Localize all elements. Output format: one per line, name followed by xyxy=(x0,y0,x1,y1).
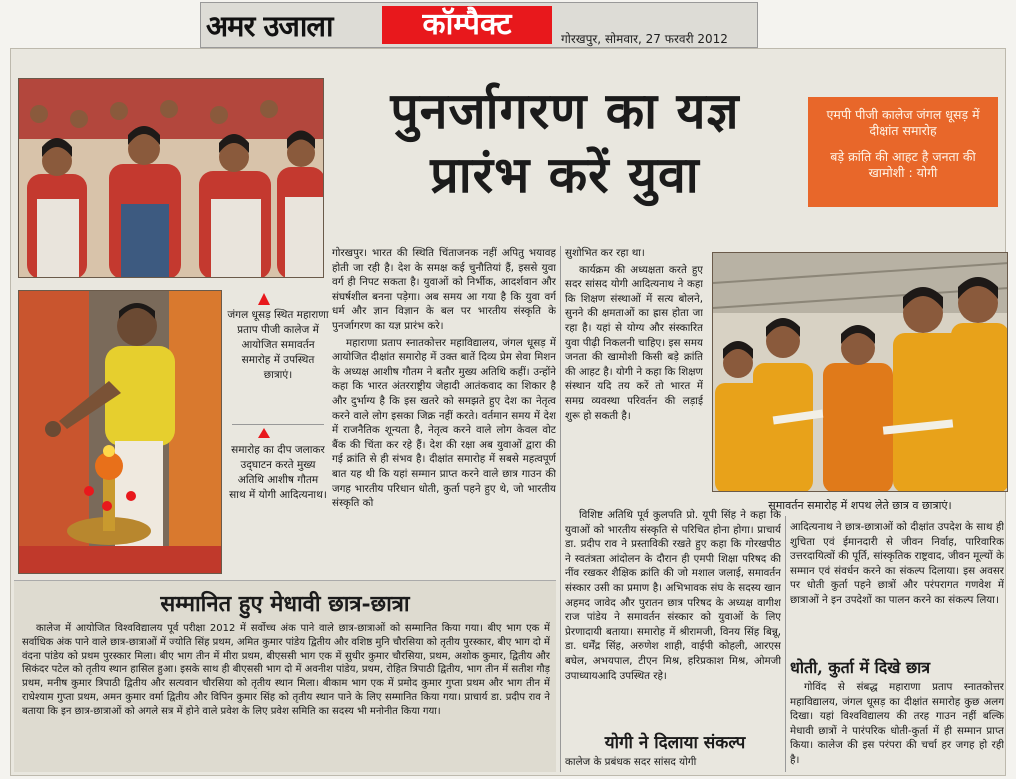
highlight-line2: बड़े क्रांति की आहट है जनता की खामोशी : योगी xyxy=(830,149,976,180)
photo-seated-students xyxy=(18,78,324,278)
article-column-2 xyxy=(565,246,703,508)
article-paragraph: सुशोभित कर रहा था। xyxy=(565,247,645,259)
column-divider xyxy=(560,246,561,772)
article-column-3 xyxy=(790,520,1004,648)
article-column-2-continued xyxy=(565,508,781,726)
headline-line2: प्रारंभ करें युवा xyxy=(430,145,700,204)
caption-marker-icon xyxy=(258,428,270,438)
article-paragraph: महाराणा प्रताप स्नातकोत्तर महाविद्यालय, जंगल धूसड़ में आयोजित दीक्षांत समारोह में उक्त बातें दिव्य प्रेम सेवा मिशन के अध्यक्ष आशीष गौतम ने बतौर मुख्य अतिथि कहीं। उन्होंने कहा कि भारत अंतरराष्ट्रीय जेहादी आतंकवाद का शिकार है और दुर्भाग्य है कि इस खतरे को समझते हुए देश का नेतृत्व करने वाले लोग इसका जिक्र नहीं करते। वर्तमान समय में देश में राजनैतिक शून्यता है, नेतृत्व करने वाले लोग केवल वोट बैंक की चिंता कर रहे हैं। देश की रक्षा अब युवाओं द्वारा की गई क्रांति से ही संभव है। दीक्षांत समारोह में सबसे महत्वपूर्ण बात यह थी कि यहां सम्मान प्राप्त करने वाले छात्र गाउन की जगह भारतीय परिधान धोती, कुर्ता पहने हुए थे, जो भारतीय संस्कृति को xyxy=(332,336,556,510)
article-paragraph: विशिष्ट अतिथि पूर्व कुलपति प्रो. यूपी सिंह ने कहा कि युवाओं को भारतीय संस्कृति से परिचित होना होगा। प्राचार्य डा. प्रदीप राव ने प्रस्ताविकी रखते हुए कहा कि गोरखपीठ ने स्वतंत्रता आंदोलन के दौरान ही एमपी शिक्षा परिषद की नींव रखकर शैक्षिक क्रांति की जो मशाल जलाई, समावर्तन संस्कार उसी का प्रमाण है। अभिभावक संघ के सदस्य खान अहमद जावेद और पुरातन छात्र परिषद के अध्यक्ष वागीश राज पांडेय ने समावर्तन संस्कार को युवाओं के लिए प्रेरणादायी बताया। समारोह में श्रीरामजी, विनय सिंह बिन्नू, डा. धर्मेंद्र सिंह, अरुणेश शाही, वाईपी कोहली, आरएस बघेल, अभयपाल, टीएन मिश्र, हरिप्रकाश मिश्र, ओमजी उपाध्यायआदि उपस्थित रहे। xyxy=(565,509,781,682)
highlight-box xyxy=(808,97,998,207)
article-column-2-tail: कालेज के प्रबंधक सदर सांसद योगी xyxy=(565,756,697,768)
masthead-edition: कॉम्पैक्ट xyxy=(382,6,552,44)
caption-students: जंगल धूसड़ स्थित महाराणा प्रताप पीजी कालेज में आयोजित समावर्तन समारोह में उपस्थित छात्राएं। xyxy=(227,309,329,381)
masthead-dateline: गोरखपुर, सोमवार, 27 फरवरी 2012 xyxy=(561,32,728,46)
oath-ceremony-illustration xyxy=(713,253,1008,492)
article-column-1 xyxy=(332,246,556,578)
article-paragraph: आदित्यनाथ ने छात्र-छात्राओं को दीक्षांत उपदेश के साथ ही शुचिता एवं ईमानदारी से जीवन निर्वाह, पारिवारिक उत्तरदायित्वों की पूर्ति, सांस्कृतिक राष्ट्रवाद, जीवन मूल्यों के सम्मान एवं संवर्धन करने का संकल्प दिलाया। इस अवसर पर धोती कुर्ता पहने छात्रों और परंपरागत गणवेश में छात्राओं ने इन उपदेशों का पालन करने का संकल्प लिया। xyxy=(790,521,1004,606)
headline-line1: पुनर्जागरण का यज्ञ xyxy=(390,81,740,140)
seated-students-illustration xyxy=(19,79,324,278)
caption-oath: समावर्तन समारोह में शपथ लेते छात्र व छात्राएं। xyxy=(768,499,952,512)
column-divider xyxy=(785,516,786,772)
article-paragraph: कार्यक्रम की अध्यक्षता करते हुए सदर सांसद योगी आदित्यनाथ ने कहा कि शिक्षण संस्थाओं में सत्य बोलने, सुनने की क्षमताओं का ह्रास होता जा रहा है। यहां से योग्य और संस्कारित युवा पीढ़ी निकलनी चाहिए। इस समय जनता की खामोशी किसी बड़े क्रांति की आहट है। योगी ने कहा कि शिक्षण संस्थान यदि तय करें तो भारत में समग्र व्यवस्था परिवर्तन की लड़ाई शुरू हो सकती है। xyxy=(565,263,703,422)
photo-oath-ceremony xyxy=(712,252,1008,492)
highlight-line1: एमपी पीजी कालेज जंगल धूसड़ में दीक्षांत समारोह xyxy=(826,107,980,138)
subhead-yogi-pledge: योगी ने दिलाया संकल्प xyxy=(604,733,746,753)
subhead-dhoti-kurta: धोती, कुर्ता में दिखे छात्र xyxy=(790,658,931,677)
caption-divider xyxy=(232,424,324,425)
sidebar-story-body: कालेज में आयोजित विश्वविद्यालय पूर्व परीक्षा 2012 में सर्वोच्च अंक पाने वाले छात्र-छात्राओं को सम्मानित किया गया। बीए भाग एक में सर्वाधिक अंक पाने वाले छात्र-छात्राओं में ज्योति सिंह प्रथम, अमित कुमार पांडेय द्वितीय और वशिष्ठ मुनि चौरसिया को तृतीय पुरस्कार, बीए भाग दो में वंदना पांडेय को प्रथम पुरस्कार मिला। बीए भाग तीन में मीरा प्रथम, बीएससी भाग एक में सुधीर कुमार चौरसिया, प्रथम, अशोक कुमार, द्वितीय और सिकंदर पटेल को तृतीय स्थान हासिल हुआ। इसके साथ ही बीएससी भाग दो में अवनीश पांडेय, प्रथम, रोहित त्रिपाठी द्वितीय, भाग तीन में सतीश गौड़ प्रथम, मनीष कुमार त्रिपाठी द्वितीय और सत्यवान चौरसिया को तृतीय स्थान मिला। बीकाम भाग एक में प्रमोद कुमार गुप्ता प्रथम और भाग तीन में राधेश्याम गुप्ता प्रथम, अमन कुमार वर्मा द्वितीय और विपिन कुमार सिंह को तृतीय स्थान पाने के लिए सम्मानित किया गया। प्राचार्य डा. प्रदीप राव ने बताया कि इन छात्र-छात्राओं को अगले सत्र में होने वाले प्रवेश के लिए प्रवेश समिति का सदस्य भी मनोनीत किया गया। xyxy=(22,623,550,717)
lamp-lighting-illustration xyxy=(19,291,222,574)
photo-lamp-lighting xyxy=(18,290,222,574)
masthead-brand: अमर उजाला xyxy=(206,9,333,43)
article-paragraph: गोरखपुर। भारत की स्थिति चिंताजनक नहीं अपितु भयावह होती जा रही है। देश के समक्ष कई चुनौतियां हैं, इससे युवा वर्ग ही निपट सकता है। युवाओं को निर्भीक, आदर्शवान और संघर्षशील बनना पड़ेगा। अब समय आ गया है कि युवा वर्ग धर्म और ज्ञान विज्ञान के बल पर भारतीय संस्कृति के पुनर्जागरण का यज्ञ प्रारंभ करे। xyxy=(332,247,556,332)
article-column-3-tail: गोविंद से संबद्ध महाराणा प्रताप स्नातकोत्तर महाविद्यालय, जंगल धूसड़ का दीक्षांत समारोह कुछ अलग दिखा। यहां विश्वविद्यालय की तरह गाउन नहीं बल्कि मेधावी छात्रों ने पारंपरिक धोती-कुर्ता में ही सम्मान प्राप्त किया। कालेज की इस परंपरा की चर्चा हर जगह हो रही है। xyxy=(790,681,1004,766)
caption-lamp: समारोह का दीप जलाकर उद्‌घाटन करते मुख्य अतिथि आशीष गौतम साथ में योगी आदित्यनाथ। xyxy=(229,444,327,501)
sidebar-story-title: सम्मानित हुए मेधावी छात्र-छात्रा xyxy=(160,591,410,617)
caption-marker-icon xyxy=(258,293,270,305)
